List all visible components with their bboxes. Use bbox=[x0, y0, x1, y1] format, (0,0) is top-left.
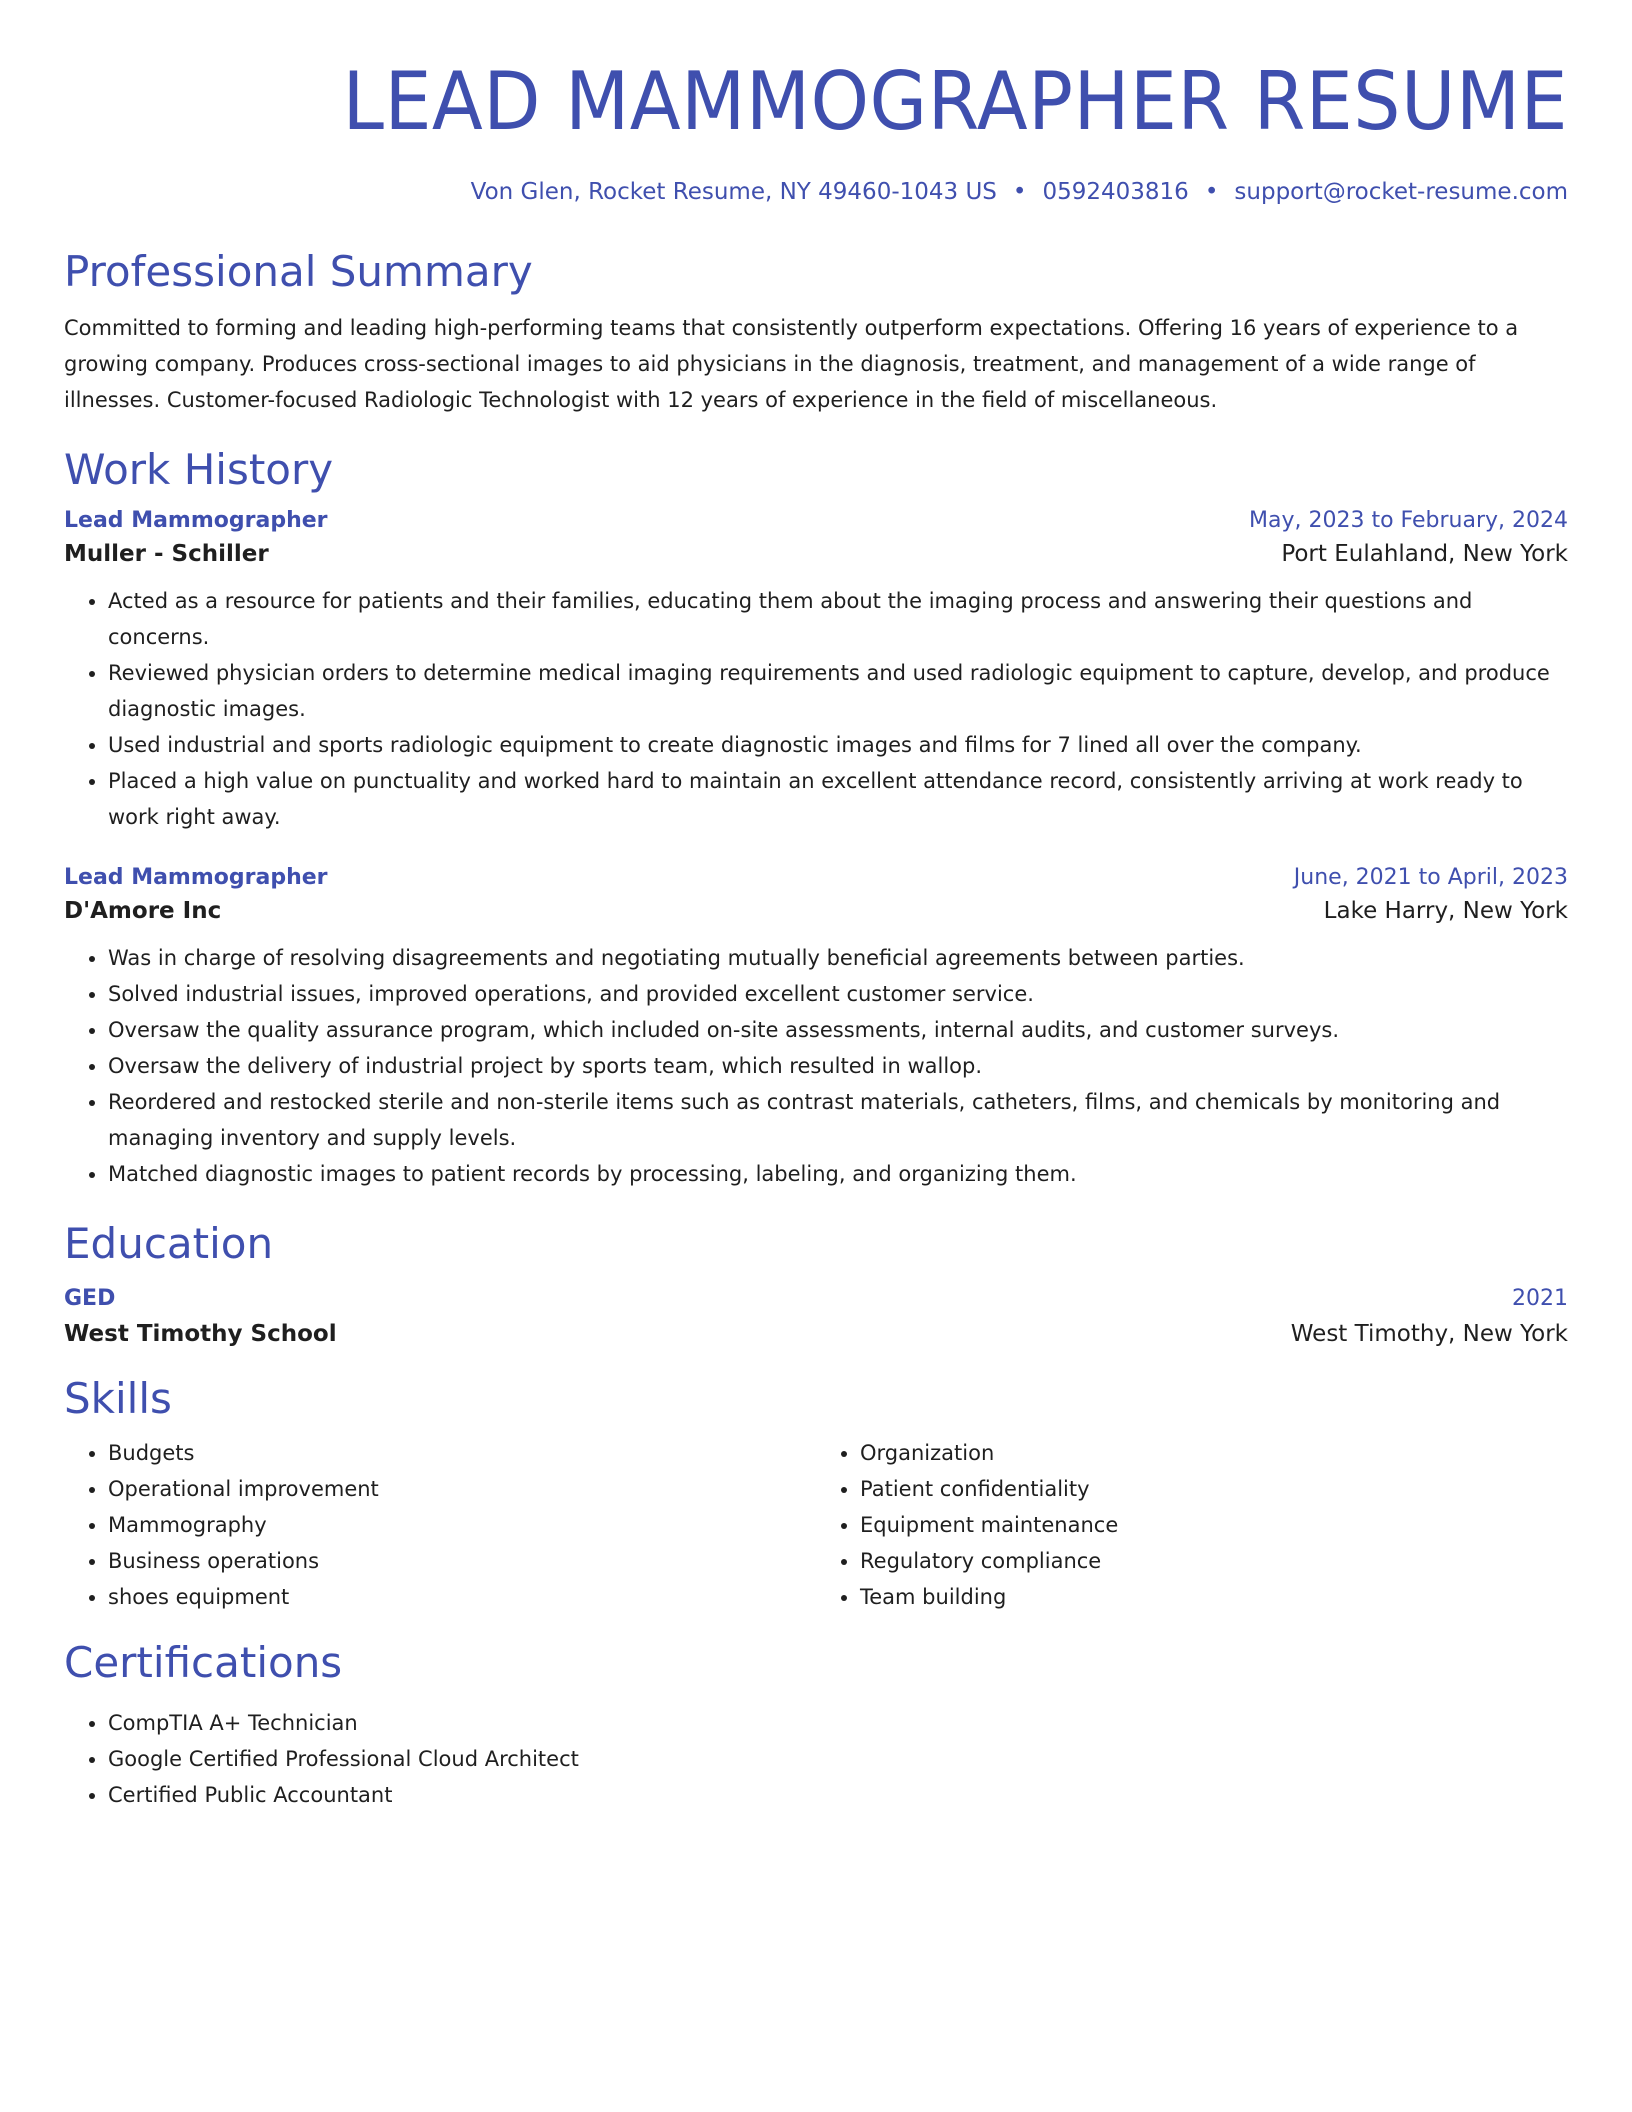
education-school: West Timothy School bbox=[64, 1321, 337, 1347]
education-heading: Education bbox=[64, 1219, 274, 1268]
education-location: West Timothy, New York bbox=[1290, 1321, 1568, 1347]
job-bullet: • Acted as a resource for patients and their families, educating them about the imaging process and answering their questions and concerns. bbox=[108, 583, 1568, 655]
education-header-row bbox=[64, 1286, 1568, 1311]
job-entry bbox=[64, 508, 1568, 835]
summary-heading: Professional Summary bbox=[64, 247, 533, 296]
skills-column-right bbox=[816, 1435, 1568, 1615]
skill-item: • shoes equipment bbox=[108, 1579, 816, 1615]
job-bullet: • Reordered and restocked sterile and non-sterile items such as contrast materials, catheters, films, and chemicals by monitoring and managing inventory and supply levels. bbox=[108, 1084, 1568, 1156]
certifications-list bbox=[64, 1705, 1568, 1813]
contact-separator: • bbox=[1204, 179, 1219, 205]
job-company: Muller - Schiller bbox=[64, 541, 269, 567]
skill-item: • Operational improvement bbox=[108, 1471, 816, 1507]
summary-text: Committed to forming and leading high-performing teams that consistently outperform expectations. Offering 16 years of experience to a growing company. Produces cross-sectional images to aid physicians in the diagnosis, treatment, and management of a wide range of illnesses. Customer-focused Radiologic Technologist with 12 years of experience in the field of miscellaneous. bbox=[64, 316, 1519, 412]
job-bullets bbox=[64, 583, 1568, 835]
resume-title: LEAD MAMMOGRAPHER RESUME bbox=[342, 55, 1568, 148]
contact-email[interactable]: support@rocket-resume.com bbox=[1234, 179, 1568, 205]
contact-address: Von Glen, Rocket Resume, NY 49460-1043 US bbox=[470, 179, 997, 205]
education-entry bbox=[64, 1286, 1568, 1347]
job-bullet: • Oversaw the quality assurance program, which included on-site assessments, internal audits, and customer surveys. bbox=[108, 1012, 1568, 1048]
skill-item: • Equipment maintenance bbox=[860, 1507, 1568, 1543]
skills-heading: Skills bbox=[64, 1374, 172, 1423]
skill-item: • Budgets bbox=[108, 1435, 816, 1471]
education-year: 2021 bbox=[1512, 1286, 1568, 1311]
job-dates: May, 2023 to February, 2024 bbox=[1249, 508, 1568, 533]
skill-item: • Team building bbox=[860, 1579, 1568, 1615]
skill-item: • Business operations bbox=[108, 1543, 816, 1579]
skill-item: • Regulatory compliance bbox=[860, 1543, 1568, 1579]
job-bullets bbox=[64, 940, 1568, 1192]
skill-item: • Mammography bbox=[108, 1507, 816, 1543]
job-title: Lead Mammographer bbox=[64, 508, 328, 533]
job-title: Lead Mammographer bbox=[64, 865, 328, 890]
job-location: Lake Harry, New York bbox=[1323, 898, 1568, 924]
job-company-row bbox=[64, 898, 1568, 924]
job-location: Port Eulahland, New York bbox=[1281, 541, 1568, 567]
skills-column-left bbox=[64, 1435, 816, 1615]
job-dates: June, 2021 to April, 2023 bbox=[1293, 865, 1568, 890]
education-school-row bbox=[64, 1321, 1568, 1347]
job-bullet: • Oversaw the delivery of industrial project by sports team, which resulted in wallop. bbox=[108, 1048, 1568, 1084]
work-history-heading: Work History bbox=[64, 445, 334, 494]
contact-separator: • bbox=[1012, 179, 1027, 205]
certification-item: • Certified Public Accountant bbox=[108, 1777, 1568, 1813]
job-header-row bbox=[64, 508, 1568, 533]
job-bullet: • Used industrial and sports radiologic equipment to create diagnostic images and films for 7 lined all over the company. bbox=[108, 727, 1568, 763]
certification-item: • CompTIA A+ Technician bbox=[108, 1705, 1568, 1741]
contact-phone: 0592403816 bbox=[1042, 179, 1189, 205]
education-degree: GED bbox=[64, 1286, 116, 1311]
job-company: D'Amore Inc bbox=[64, 898, 222, 924]
skills-grid bbox=[64, 1435, 1568, 1615]
job-bullet: • Matched diagnostic images to patient records by processing, labeling, and organizing them. bbox=[108, 1156, 1568, 1192]
contact-line bbox=[64, 176, 1568, 208]
certifications-heading: Certifications bbox=[64, 1638, 343, 1687]
skill-item: • Organization bbox=[860, 1435, 1568, 1471]
skill-item: • Patient confidentiality bbox=[860, 1471, 1568, 1507]
job-entry bbox=[64, 865, 1568, 1192]
job-bullet: • Was in charge of resolving disagreements and negotiating mutually beneficial agreements between parties. bbox=[108, 940, 1568, 976]
job-bullet: • Solved industrial issues, improved operations, and provided excellent customer service. bbox=[108, 976, 1568, 1012]
job-header-row bbox=[64, 865, 1568, 890]
job-company-row bbox=[64, 541, 1568, 567]
certification-item: • Google Certified Professional Cloud Architect bbox=[108, 1741, 1568, 1777]
job-bullet: • Placed a high value on punctuality and worked hard to maintain an excellent attendance record, consistently arriving at work ready to work right away. bbox=[108, 763, 1568, 835]
job-bullet: • Reviewed physician orders to determine medical imaging requirements and used radiologic equipment to capture, develop, and produce diagnostic images. bbox=[108, 655, 1568, 727]
